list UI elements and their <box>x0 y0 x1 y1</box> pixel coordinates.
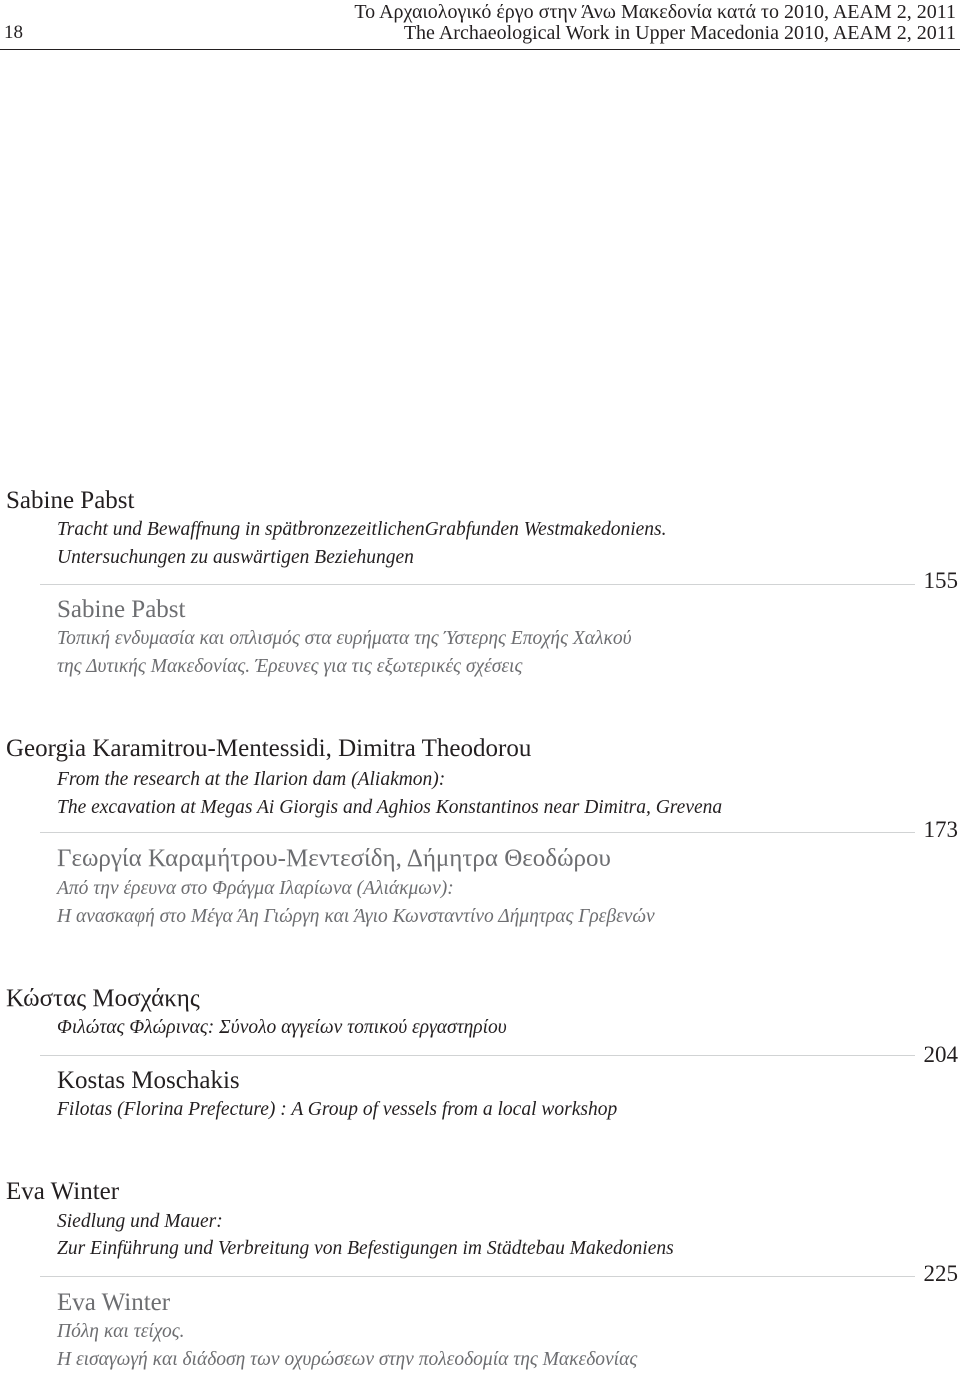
entry-page-number: 225 <box>923 1261 958 1286</box>
page-header <box>0 0 960 52</box>
entry-author: Sabine Pabst <box>6 487 135 514</box>
entry-author: Eva Winter <box>6 1178 120 1205</box>
entry-translation-author: Eva Winter <box>57 1289 171 1316</box>
running-header-greek: Το Αρχαιολογικό έργο στην Άνω Μακεδονία κατά το 2010, ΑΕΑΜ 2, 2011 <box>354 1 956 23</box>
toc-entry-karamitrou <box>0 732 960 942</box>
entry-title-line: Tracht und Bewaffnung in spätbronzezeitlichenGrabfunden Westmakedoniens. <box>57 519 667 540</box>
page-number: 18 <box>4 22 23 43</box>
entry-title-line: Φιλώτας Φλώρινας: Σύνολο αγγείων τοπικού εργαστηρίου <box>57 1017 507 1038</box>
entry-translation-author: Γεωργία Καραμήτρου-Μεντεσίδη, Δήμητρα Θεοδώρου <box>57 845 611 872</box>
entry-title-line: Untersuchungen zu auswärtigen Beziehungen <box>57 547 414 568</box>
entry-page-number: 204 <box>923 1042 958 1067</box>
entry-author: Georgia Karamitrou-Mentessidi, Dimitra Theodorou <box>6 735 532 762</box>
entry-translation-line: Τοπική ενδυμασία και οπλισμός στα ευρήματα της Ύστερης Εποχής Χαλκού <box>57 628 632 649</box>
running-header <box>354 2 956 44</box>
entry-title-line: From the research at the Ilarion dam (Aliakmon): <box>57 769 446 790</box>
entry-translation-author: Sabine Pabst <box>57 596 186 623</box>
entry-title-line: The excavation at Megas Ai Giorgis and Aghios Konstantinos near Dimitra, Grevena <box>57 797 723 818</box>
entry-divider <box>40 1276 915 1277</box>
entry-title-line: Zur Einführung und Verbreitung von Befestigungen im Städtebau Makedoniens <box>57 1238 674 1259</box>
entry-page-number: 155 <box>923 568 958 593</box>
entry-divider <box>40 1055 915 1056</box>
entry-title-line: Siedlung und Mauer: <box>57 1211 223 1232</box>
toc-entry-pabst <box>0 483 960 693</box>
entry-translation-line: Η εισαγωγή και διάδοση των οχυρώσεων στην πολεοδομία της Μακεδονίας <box>57 1349 638 1370</box>
toc-entry-moschakis <box>0 983 960 1133</box>
entry-translation-line: Από την έρευνα στο Φράγμα Ιλαρίωνα (Αλιάκμων): <box>57 878 454 899</box>
running-header-english: The Archaeological Work in Upper Macedonia 2010, AEAM 2, 2011 <box>403 22 956 44</box>
entry-author: Κώστας Μοσχάκης <box>6 985 200 1012</box>
entry-divider <box>40 832 915 833</box>
entry-translation-line: Πόλη και τείχος. <box>57 1321 185 1342</box>
entry-translation-line: της Δυτικής Μακεδονίας. Έρευνες για τις εξωτερικές σχέσεις <box>57 656 523 677</box>
entry-divider <box>40 584 915 585</box>
entry-translation-line: Η ανασκαφή στο Μέγα Άη Γιώργη και Άγιο Κωνσταντίνο Δήμητρας Γρεβενών <box>57 906 655 927</box>
entry-translation-author: Kostas Moschakis <box>57 1067 240 1094</box>
header-divider <box>0 49 960 50</box>
toc-entry-winter <box>0 1176 960 1373</box>
entry-page-number: 173 <box>923 817 958 842</box>
entry-translation-line: Filotas (Florina Prefecture) : A Group of vessels from a local workshop <box>57 1099 618 1120</box>
